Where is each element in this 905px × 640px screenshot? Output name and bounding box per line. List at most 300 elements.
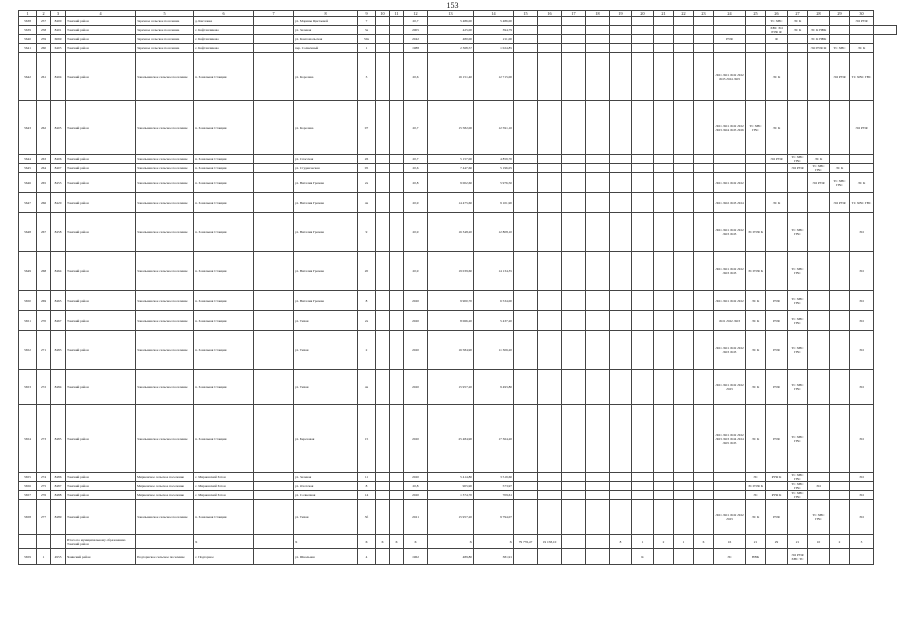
table-cell: 8486 <box>51 473 66 482</box>
table-cell <box>632 173 654 193</box>
table-cell <box>654 252 674 291</box>
table-cell <box>694 549 714 565</box>
table-cell: ул. Комсомольская <box>294 35 358 44</box>
table-cell <box>830 17 850 26</box>
table-cell <box>674 35 694 44</box>
table-cell <box>654 101 674 155</box>
table-row <box>19 213 897 252</box>
table-cell <box>586 491 610 500</box>
table-cell: 14 134,35 <box>474 252 514 291</box>
table-cell <box>538 35 562 44</box>
table-cell: ул. Виталия Грачева <box>294 252 358 291</box>
table-cell <box>390 35 404 44</box>
column-number: 8 <box>294 11 358 17</box>
table-cell: ЭО <box>850 252 874 291</box>
table-cell: ЛО1 ЛО1 ЛО2 ЛО2 ЛО3 ЛО4 ЛО5 ЛО6 <box>714 101 746 155</box>
table-cell <box>586 535 610 549</box>
table-cell <box>376 405 390 473</box>
table-cell: Заречное сельское поселение <box>136 17 194 26</box>
table-cell: с. Подгорное <box>194 549 254 565</box>
table-cell: 12 715,00 <box>474 53 514 101</box>
table-cell <box>694 291 714 311</box>
table-cell <box>586 17 610 26</box>
table-cell: ул. Спасская <box>294 155 358 164</box>
table-cell <box>136 535 194 549</box>
table-cell: Зональненское сельское поселение <box>136 500 194 535</box>
table-cell: 5654 <box>19 405 37 473</box>
table-cell: НВК <box>746 549 766 565</box>
table-cell: 20,6 <box>404 164 428 173</box>
table-cell: ЭС РУФ К <box>746 213 766 252</box>
table-cell <box>254 53 294 101</box>
table-cell: ЛО1 ЛО1 ЛО2 ЛО2 <box>714 173 746 193</box>
table-cell: ЭО <box>850 213 874 252</box>
table-cell: 2020 <box>404 473 428 482</box>
table-row <box>19 370 897 405</box>
table-cell: 8404 <box>51 53 66 101</box>
table-cell: 5640 <box>19 35 37 44</box>
table-cell: 264 <box>37 164 51 173</box>
table-cell <box>390 291 404 311</box>
table-cell: Томский район <box>66 331 136 370</box>
table-cell <box>674 173 694 193</box>
table-cell <box>830 155 850 164</box>
table-cell: 8 <box>358 291 376 311</box>
table-cell: 5644 <box>19 155 37 164</box>
table-cell: 270 <box>37 311 51 331</box>
table-cell <box>808 370 830 405</box>
table-cell: 5 976,50 <box>474 173 514 193</box>
table-cell: ТС ХВС <box>766 17 788 26</box>
table-cell <box>788 500 808 535</box>
column-number: 10 <box>376 11 390 17</box>
table-cell: 10 <box>808 535 830 549</box>
table-cell <box>254 35 294 44</box>
table-cell: 277 <box>37 500 51 535</box>
table-cell <box>610 44 632 53</box>
table-cell: ЭО <box>850 331 874 370</box>
table-cell: 7 <box>358 17 376 26</box>
table-cell: ЭС <box>746 491 766 500</box>
table-cell: Томский район <box>66 311 136 331</box>
table-cell <box>586 35 610 44</box>
table-cell <box>390 500 404 535</box>
table-cell <box>37 535 51 549</box>
table-cell <box>254 193 294 213</box>
table-cell: 16 <box>714 535 746 549</box>
table-cell: 2 <box>654 535 674 549</box>
table-cell <box>632 213 654 252</box>
table-cell <box>586 213 610 252</box>
table-cell <box>390 549 404 565</box>
table-cell: ул. Королева <box>294 101 358 155</box>
table-cell: Заречное сельское поселение <box>136 26 194 35</box>
table-cell <box>674 155 694 164</box>
table-cell: ул. Виталия Грачева <box>294 193 358 213</box>
table-cell: ЛО1 ЛО1 ЛО2 ЛО2 ЛО3 <box>714 370 746 405</box>
table-cell: 8400 <box>51 17 66 26</box>
column-number: 14 <box>474 11 514 17</box>
table-cell: РУФ К <box>766 473 788 482</box>
table-cell: 8485 <box>51 405 66 473</box>
column-number: 23 <box>694 11 714 17</box>
table-cell: ЛО1 ЛО2 ЛО3 ЛО4 <box>714 193 746 213</box>
table-cell: ЛО1 ЛО1 ЛО2 ЛО2 <box>714 291 746 311</box>
table-cell <box>694 500 714 535</box>
table-cell <box>254 291 294 311</box>
table-cell <box>766 252 788 291</box>
table-cell <box>390 213 404 252</box>
table-cell: 4 859,70 <box>474 155 514 164</box>
table-cell <box>538 500 562 535</box>
table-cell <box>632 35 654 44</box>
table-cell: 573,97 <box>474 482 514 491</box>
table-cell <box>376 101 390 155</box>
table-cell: 29 <box>766 535 788 549</box>
table-cell <box>376 370 390 405</box>
table-cell: Томский район <box>66 164 136 173</box>
table-cell <box>850 482 874 491</box>
table-cell: Томский район <box>66 482 136 491</box>
table-cell <box>376 164 390 173</box>
table-cell: с. Мирненский Затон <box>194 482 254 491</box>
table-cell <box>514 155 538 164</box>
table-cell <box>390 101 404 155</box>
table-cell: 9 794,07 <box>474 500 514 535</box>
table-cell <box>538 311 562 331</box>
table-cell: 20,7 <box>404 155 428 164</box>
table-cell: 480,00 <box>428 35 474 44</box>
table-cell <box>254 535 294 549</box>
table-cell: РУФ К <box>766 491 788 500</box>
table-cell <box>562 549 586 565</box>
table-cell: ул. Тихая <box>294 331 358 370</box>
table-cell <box>562 482 586 491</box>
table-cell <box>514 405 538 473</box>
table-cell <box>610 473 632 482</box>
column-number: 22 <box>674 11 694 17</box>
table-cell <box>674 101 694 155</box>
table-cell: X <box>428 535 474 549</box>
table-cell <box>654 405 674 473</box>
table-cell <box>694 491 714 500</box>
table-cell: 8407 <box>51 164 66 173</box>
table-cell <box>714 164 746 173</box>
table-cell <box>808 331 830 370</box>
table-cell: ул. Виталия Грачева <box>294 291 358 311</box>
table-cell <box>674 26 694 35</box>
table-cell <box>254 482 294 491</box>
table-cell: 1 <box>37 549 51 565</box>
table-cell: 5647 <box>19 193 37 213</box>
table-cell <box>390 370 404 405</box>
table-cell: 5645 <box>19 164 37 173</box>
table-cell <box>586 53 610 101</box>
table-cell <box>632 164 654 173</box>
table-cell <box>694 213 714 252</box>
table-cell: ЭО РУФ <box>850 101 874 155</box>
table-cell: ул. Тихая <box>294 500 358 535</box>
table-cell: 269 <box>37 291 51 311</box>
table-cell: ул. Солнечная <box>294 491 358 500</box>
table-cell <box>586 101 610 155</box>
table-cell <box>694 173 714 193</box>
table-cell <box>746 164 766 173</box>
table-cell <box>538 193 562 213</box>
table-cell: 263 <box>37 155 51 164</box>
table-cell <box>830 252 850 291</box>
table-cell: ЛО1 ЛО1 ЛО2 ЛО2 ЛО3 ЛО3 <box>714 331 746 370</box>
table-cell <box>654 370 674 405</box>
table-cell: ЭО РУФ <box>850 17 874 26</box>
table-cell <box>562 311 586 331</box>
table-cell <box>254 473 294 482</box>
table-cell: ул. Березовая <box>294 405 358 473</box>
table-cell <box>514 213 538 252</box>
table-cell: 5657 <box>19 491 37 500</box>
table-cell: 8487 <box>51 482 66 491</box>
table-cell <box>808 53 830 101</box>
table-cell <box>850 26 874 35</box>
table-cell: п. Зональная Станция <box>194 173 254 193</box>
table-cell: 16 348,20 <box>428 213 474 252</box>
table-cell: Ф <box>766 35 788 44</box>
table-cell <box>654 173 674 193</box>
table-cell <box>390 26 404 35</box>
table-cell: 14 475,60 <box>428 193 474 213</box>
table-row <box>19 291 897 311</box>
table-cell: п. Зональная Станция <box>194 53 254 101</box>
table-cell <box>254 500 294 535</box>
table-cell: ЭС К <box>766 193 788 213</box>
table-cell: Зональненское сельское поселение <box>136 331 194 370</box>
table-cell: ЛО1 ЛО1 ЛО2 ЛО2 ЛО3 ЛО3 ЛО4 ЛО4 ЛО5 ЛО5 <box>714 405 746 473</box>
table-cell <box>830 405 850 473</box>
table-cell <box>632 311 654 331</box>
table-cell: 3 <box>850 535 874 549</box>
table-cell: ЭС К <box>746 311 766 331</box>
table-cell: Томский район <box>66 500 136 535</box>
table-cell: п. Зональная Станция <box>194 500 254 535</box>
table-cell: Мирненское сельское поселение <box>136 473 194 482</box>
table-cell <box>674 164 694 173</box>
table-cell: Зональненское сельское поселение <box>136 252 194 291</box>
table-cell: 8488 <box>51 491 66 500</box>
table-cell <box>632 44 654 53</box>
column-number: 30 <box>850 11 874 17</box>
table-cell: п. Зональная Станция <box>194 331 254 370</box>
table-cell: ул. Марины Цветаевой <box>294 17 358 26</box>
table-cell <box>390 491 404 500</box>
table-cell: Зональненское сельское поселение <box>136 311 194 331</box>
table-cell <box>538 252 562 291</box>
table-cell: ТС ХВС ГВС <box>788 482 808 491</box>
table-cell <box>586 164 610 173</box>
table-cell: 5653 <box>19 370 37 405</box>
table-cell: 5 157,00 <box>428 155 474 164</box>
table-cell: 16 584,90 <box>428 331 474 370</box>
table-cell <box>254 213 294 252</box>
table-cell: п. Зональная Станция <box>194 155 254 164</box>
table-cell: 5652 <box>19 331 37 370</box>
table-cell <box>610 311 632 331</box>
table-cell <box>254 173 294 193</box>
table-cell <box>586 473 610 482</box>
table-cell <box>562 331 586 370</box>
table-cell: 15 582,00 <box>428 101 474 155</box>
table-cell <box>766 44 788 53</box>
table-cell <box>390 193 404 213</box>
table-cell: 2 <box>358 331 376 370</box>
table-cell <box>632 331 654 370</box>
table-cell: 381,91 <box>474 549 514 565</box>
table-cell <box>390 405 404 473</box>
table-cell <box>376 473 390 482</box>
table-cell: 11 <box>358 473 376 482</box>
table-cell <box>830 311 850 331</box>
table-cell <box>808 101 830 155</box>
table-cell <box>562 53 586 101</box>
table-cell <box>632 473 654 482</box>
table-cell <box>610 193 632 213</box>
table-cell <box>254 26 294 35</box>
table-cell <box>788 101 808 155</box>
table-cell <box>610 164 632 173</box>
table-cell: ЭС К <box>788 26 808 35</box>
table-cell <box>632 500 654 535</box>
table-cell <box>746 155 766 164</box>
table-cell <box>714 473 746 482</box>
table-cell <box>830 473 850 482</box>
table-cell <box>538 482 562 491</box>
table-cell: ЭО РУФ <box>830 193 850 213</box>
table-cell <box>390 44 404 53</box>
table-cell: ЭО <box>850 500 874 535</box>
table-cell <box>746 53 766 101</box>
table-cell <box>788 193 808 213</box>
table-cell: X <box>474 535 514 549</box>
table-cell <box>514 491 538 500</box>
table-cell: ЭО РУФ <box>788 164 808 173</box>
table-cell: 2 368,57 <box>428 44 474 53</box>
table-cell: 1 <box>632 535 654 549</box>
table-cell: К <box>632 549 654 565</box>
column-number: 11 <box>390 11 404 17</box>
column-number: 15 <box>514 11 538 17</box>
table-cell <box>830 26 850 35</box>
table-cell <box>694 101 714 155</box>
table-cell: п. Зональная Станция <box>194 252 254 291</box>
table-cell: ЭО <box>850 291 874 311</box>
table-cell: ЭС К <box>766 101 788 155</box>
table-cell: п. Зональная Станция <box>194 101 254 155</box>
table-cell <box>674 17 694 26</box>
table-cell <box>586 193 610 213</box>
table-row <box>19 482 897 491</box>
table-cell: 15 957,20 <box>428 370 474 405</box>
table-cell: ЭО <box>850 311 874 331</box>
table-cell: 26 <box>358 155 376 164</box>
table-cell <box>610 213 632 252</box>
table-cell: РУФ <box>766 405 788 473</box>
table-cell <box>694 164 714 173</box>
table-cell <box>586 482 610 491</box>
table-cell: 12 808,10 <box>474 213 514 252</box>
table-cell: 5658 <box>19 500 37 535</box>
table-cell <box>654 17 674 26</box>
table-cell: 5638 <box>19 17 37 26</box>
table-cell: ЛО1 ЛО1 ЛО2 ЛО2 ЛО3 ЛО4 ЛО5 <box>714 53 746 101</box>
table-cell <box>714 44 746 53</box>
table-cell: ЛО1 ЛО1 ЛО2 ЛО2 ЛО3 ЛО3 <box>714 252 746 291</box>
table-cell: ТС ХВС ГВС <box>788 370 808 405</box>
table-cell <box>514 482 538 491</box>
table-cell <box>562 193 586 213</box>
table-cell: ЭО РУФ <box>830 53 850 101</box>
table-cell: 20,8 <box>404 173 428 193</box>
table-cell: 7 447,60 <box>428 164 474 173</box>
table-cell: Томский район <box>66 491 136 500</box>
table-cell: 8453 <box>51 173 66 193</box>
table-cell: 5651 <box>19 311 37 331</box>
table-cell: 905,90 <box>428 482 474 491</box>
table-cell <box>562 370 586 405</box>
table-cell <box>714 155 746 164</box>
table-cell: Заречное сельское поселение <box>136 35 194 44</box>
column-number: 16 <box>538 11 562 17</box>
table-row <box>19 44 897 53</box>
table-cell <box>586 370 610 405</box>
table-cell: 2021 <box>404 500 428 535</box>
table-cell: ЭС К <box>746 370 766 405</box>
table-cell: 3 <box>358 53 376 101</box>
table-cell <box>254 101 294 155</box>
table-cell <box>538 101 562 155</box>
table-cell: ЭО РУФ Ф <box>808 44 830 53</box>
table-cell <box>538 405 562 473</box>
table-cell <box>694 473 714 482</box>
table-cell: 709,61 <box>474 491 514 500</box>
table-cell <box>610 252 632 291</box>
column-number: 27 <box>788 11 808 17</box>
table-cell <box>674 331 694 370</box>
table-cell <box>562 44 586 53</box>
table-cell: 5 196,05 <box>474 164 514 173</box>
table-cell: 5659 <box>19 549 37 565</box>
table-cell <box>674 193 694 213</box>
table-cell: ЭС К <box>850 173 874 193</box>
table-cell <box>654 193 674 213</box>
table-cell <box>674 311 694 331</box>
table-row <box>19 405 897 473</box>
table-cell <box>514 500 538 535</box>
table-cell: ул. Зеленая <box>294 26 358 35</box>
column-number: 3 <box>51 11 66 17</box>
table-cell <box>632 26 654 35</box>
table-cell <box>654 155 674 164</box>
table-cell: Томский район <box>66 17 136 26</box>
table-row <box>19 53 897 101</box>
table-cell <box>654 35 674 44</box>
table-cell: ХВС ЭО РУФ Ф <box>766 26 788 35</box>
table-cell: Мирненское сельское поселение <box>136 482 194 491</box>
table-cell: 79 776,47 <box>514 535 538 549</box>
table-cell: 20,7 <box>404 101 428 155</box>
table-cell: 266 <box>37 193 51 213</box>
table-cell <box>376 291 390 311</box>
table-cell <box>376 491 390 500</box>
table-cell <box>610 491 632 500</box>
